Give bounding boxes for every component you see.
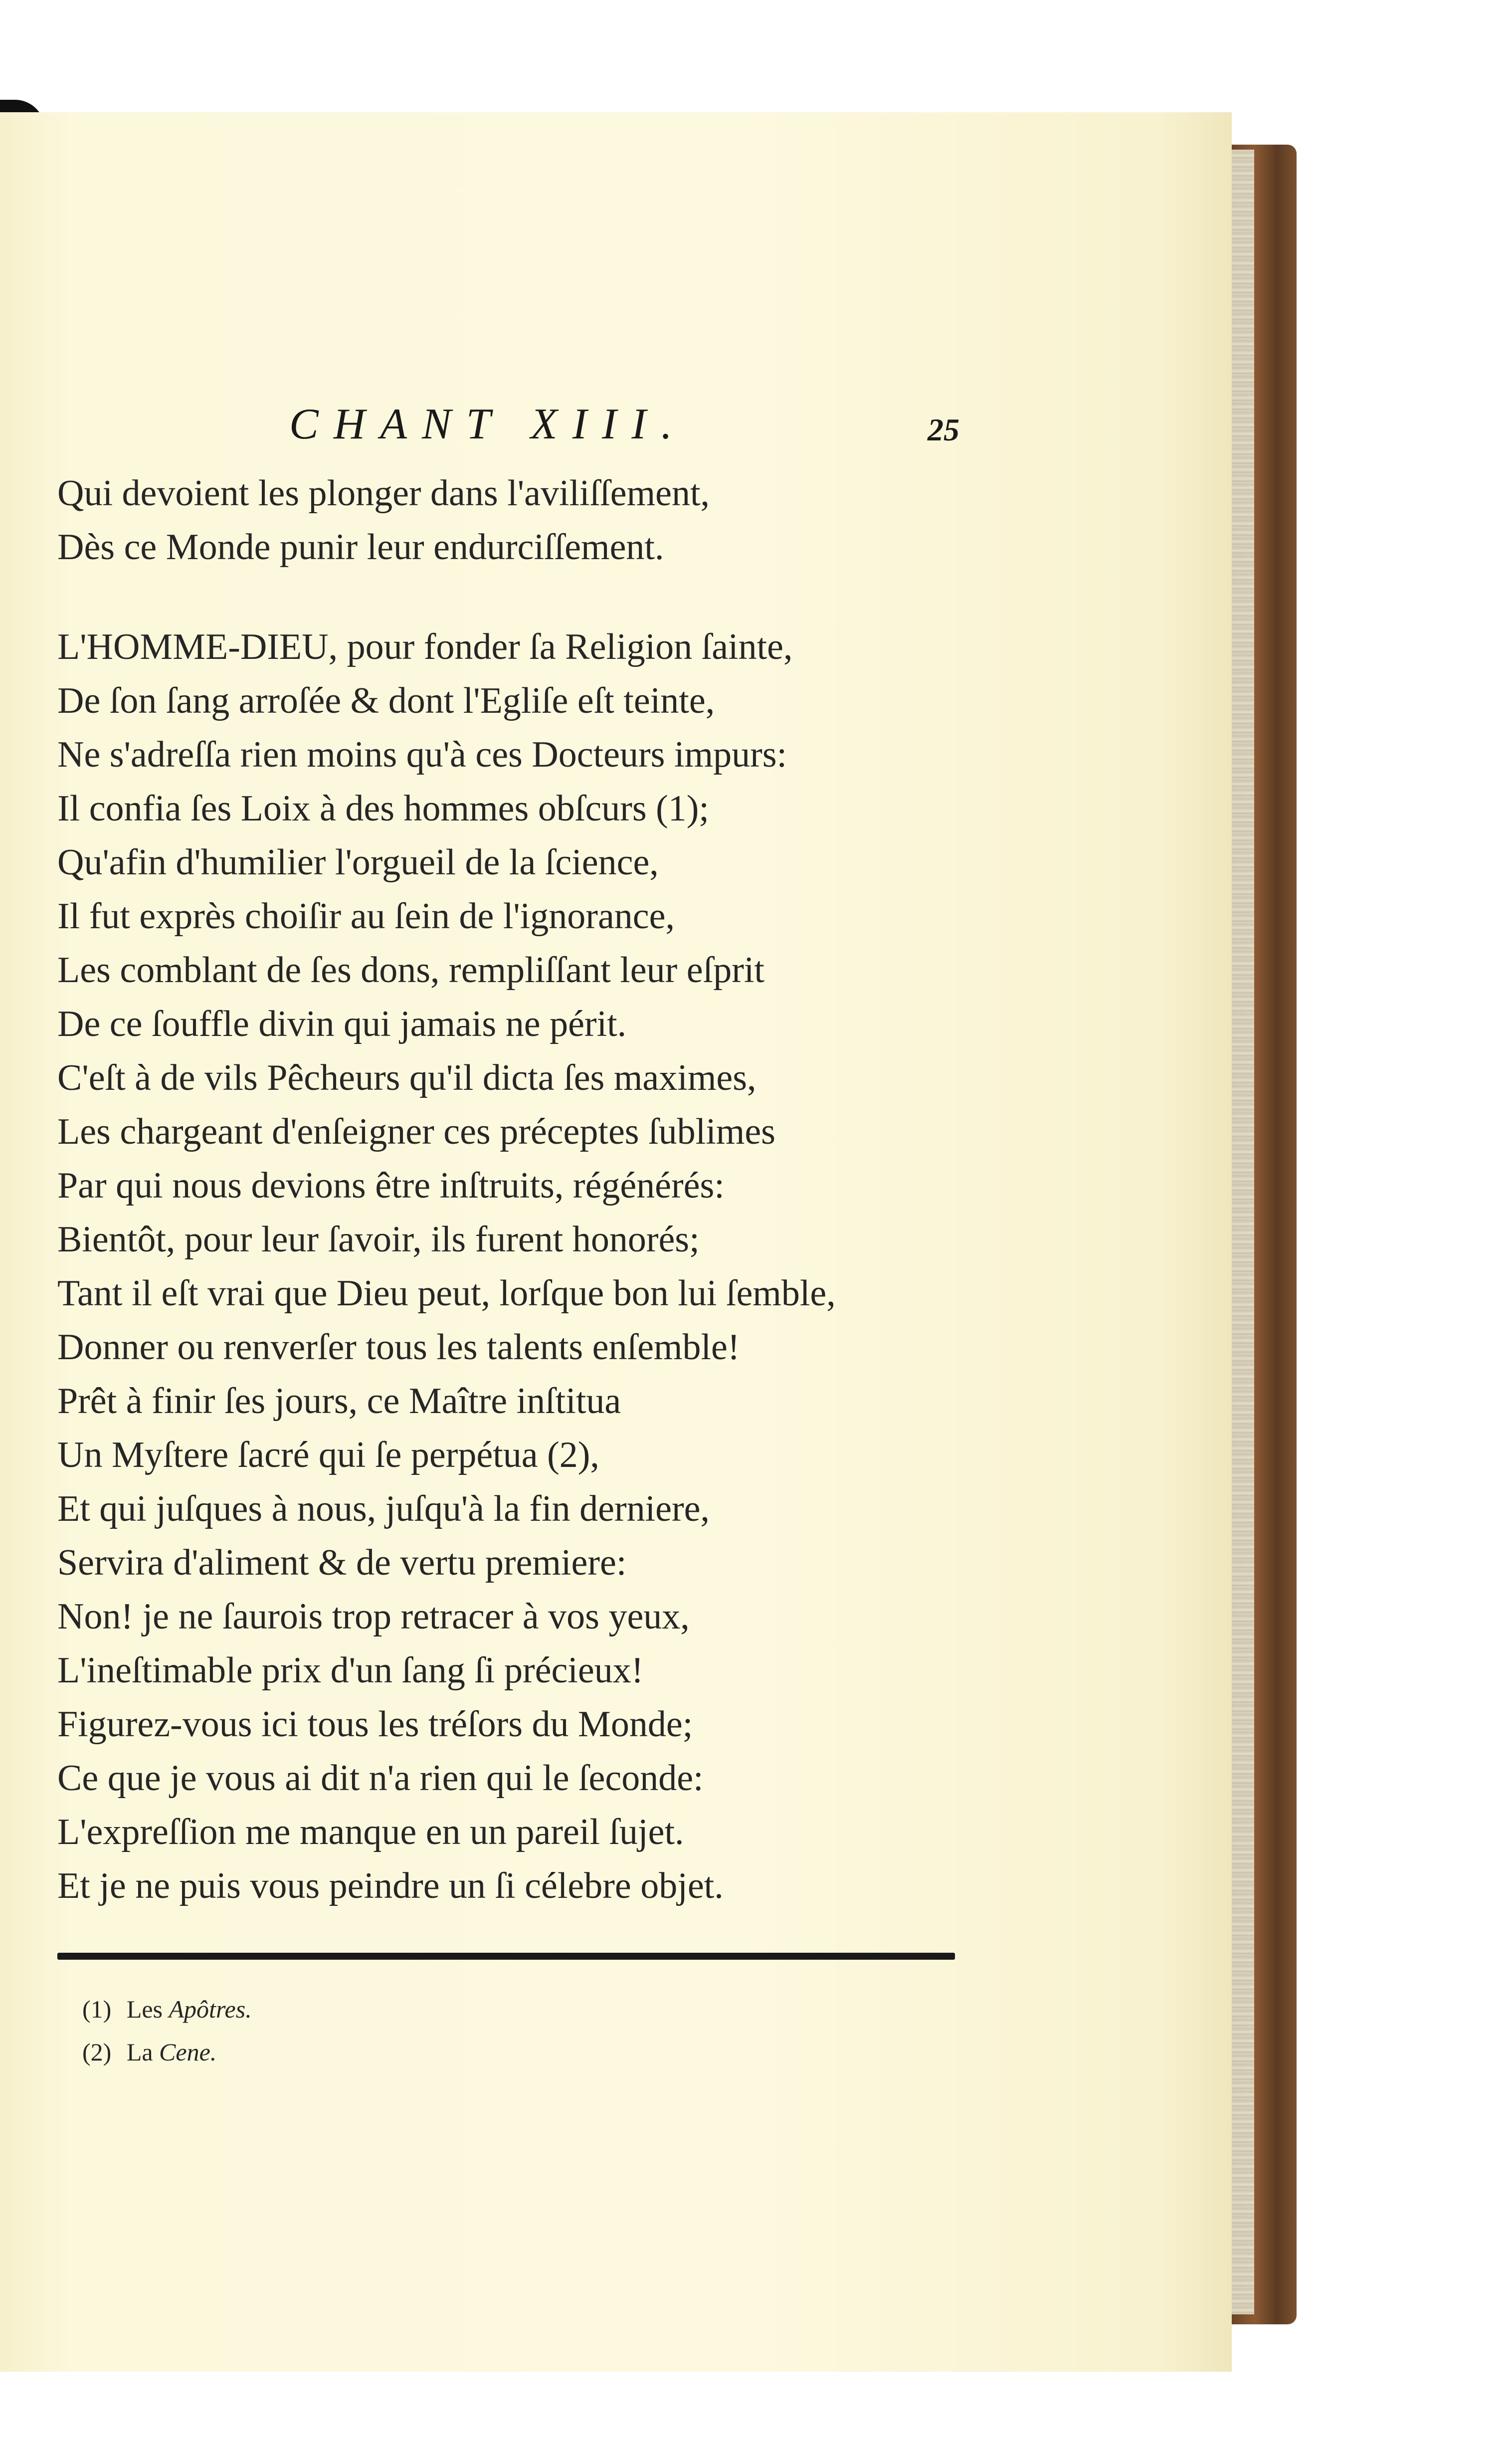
verse-line: Figurez-vous ici tous les tréſors du Monde;	[57, 1704, 693, 1745]
verse-line: Par qui nous devions être inſtruits, régénérés:	[57, 1165, 725, 1206]
verse-line: Et qui juſques à nous, juſqu'à la fin derniere,	[57, 1488, 710, 1529]
verse-line: Non! je ne ſaurois trop retracer à vos yeux,	[57, 1596, 690, 1637]
footnote-term: Apôtres.	[169, 1995, 252, 2023]
verse-line: Donner ou renverſer tous les talents enſemble!	[57, 1327, 740, 1368]
verse-line: Prêt à finir ſes jours, ce Maître inſtitua	[57, 1381, 621, 1422]
book-page	[0, 112, 1232, 2372]
verse-line: Un Myſtere ſacré qui ſe perpétua (2),	[57, 1434, 599, 1475]
footnote-prefix: Les	[126, 1995, 163, 2023]
verse-line: C'eſt à de vils Pêcheurs qu'il dicta ſes maximes,	[57, 1057, 756, 1098]
verse-line: Ne s'adreſſa rien moins qu'à ces Docteurs impurs:	[57, 734, 787, 775]
verse-line: Et je ne puis vous peindre un ſi célebre objet.	[57, 1865, 724, 1906]
verse-line: Il confia ſes Loix à des hommes obſcurs (1);	[57, 788, 709, 829]
verse-line: Dès ce Monde punir leur endurciſſement.	[57, 527, 664, 568]
verse-line: De ce ſouffle divin qui jamais ne périt.	[57, 1004, 627, 1044]
footnote-mark: (1)	[82, 1995, 112, 2023]
page-number: 25	[928, 412, 959, 447]
verse-line: Qui devoient les plonger dans l'aviliſſement,	[57, 473, 710, 514]
footnote-term: Cene.	[159, 2038, 217, 2066]
verse-line: Les comblant de ſes dons, rempliſſant leur eſprit	[57, 950, 764, 991]
verse-line: Qu'afin d'humilier l'orgueil de la ſcience,	[57, 842, 659, 883]
verse-line: L'HOMME-DIEU, pour fonder ſa Religion ſainte,	[57, 626, 793, 667]
footnote-mark: (2)	[82, 2038, 112, 2066]
verse-line: Les chargeant d'enſeigner ces préceptes ſublimes	[57, 1111, 775, 1152]
footnotes	[82, 1988, 252, 2073]
verse-line: Ce que je vous ai dit n'a rien qui le ſeconde:	[57, 1758, 704, 1799]
verse-line: Il fut exprès choiſir au ſein de l'ignorance,	[57, 896, 675, 937]
stanza-2	[57, 620, 836, 1913]
verse-line: L'expreſſion me manque en un pareil ſujet.	[57, 1812, 684, 1852]
verse-line: Servira d'aliment & de vertu premiere:	[57, 1542, 627, 1583]
footnote-rule	[57, 1953, 955, 1960]
footnote-2	[82, 2031, 252, 2073]
stanza-1	[57, 466, 710, 574]
footnote-prefix: La	[126, 2038, 153, 2066]
verse-line: Bientôt, pour leur ſavoir, ils furent honorés;	[57, 1219, 700, 1260]
verse-line: Tant il eſt vrai que Dieu peut, lorſque bon lui ſemble,	[57, 1273, 836, 1314]
verse-line: De ſon ſang arroſée & dont l'Egliſe eſt teinte,	[57, 680, 715, 721]
verse-line: L'ineſtimable prix d'un ſang ſi précieux!	[57, 1650, 644, 1691]
footnote-1	[82, 1988, 252, 2031]
running-head-title: CHANT XIII.	[289, 400, 687, 448]
